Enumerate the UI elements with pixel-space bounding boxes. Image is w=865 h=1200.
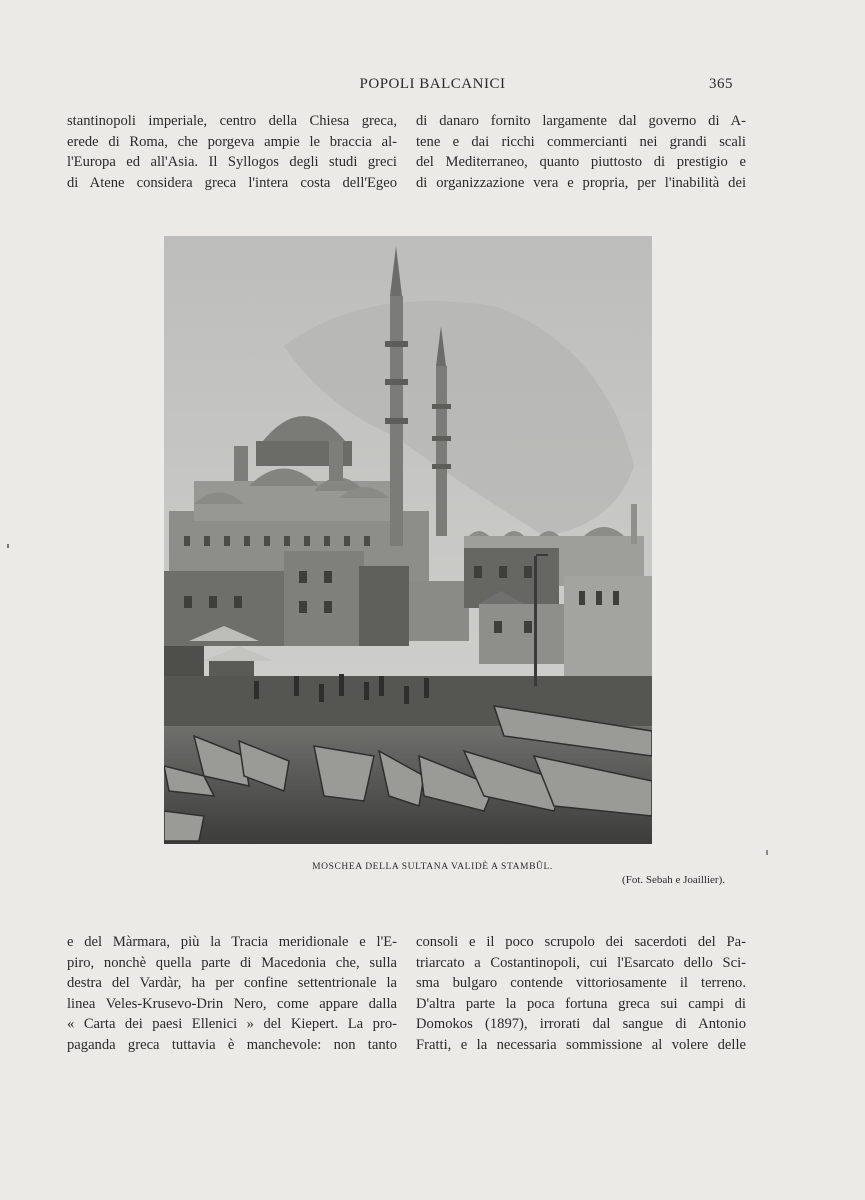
- text-line: « Carta dei paesi Ellenici » del Kiepert. La pro-: [67, 1016, 397, 1032]
- text-line: piro, nonchè quella parte di Macedonia che, sulla: [67, 954, 397, 971]
- paper-speck: [766, 850, 768, 855]
- text-line: di organizzazione vera e propria, per l'inabilità dei: [416, 174, 746, 191]
- text-line: Domokos (1897), irrorati dal sangue di Antonio: [416, 1016, 746, 1032]
- top-left-column: [67, 111, 397, 193]
- text-line: Fratti, e la necessaria sommissione al volere delle: [416, 1036, 746, 1053]
- photo-credit: (Fot. Sebah e Joaillier).: [622, 874, 725, 886]
- text-line: del Mediterraneo, quanto piuttosto di prestigio e: [416, 154, 746, 170]
- text-line: linea Veles-Krusevo-Drin Nero, come appare dalla: [67, 995, 397, 1012]
- text-line: sma bulgaro contende vittoriosamente il terreno.: [416, 975, 746, 991]
- bottom-left-column: [67, 932, 397, 1055]
- figure-caption: MOSCHEA DELLA SULTANA VALIDÈ A STAMBÛL.: [312, 862, 553, 872]
- bottom-right-column: [416, 932, 746, 1055]
- text-line: l'Europa ed all'Asia. Il Syllogos degli studi greci: [67, 154, 397, 170]
- page-number: 365: [709, 76, 733, 92]
- text-line: consoli e il poco scrupolo dei sacerdoti del Pa-: [416, 934, 746, 950]
- paper-speck: [7, 544, 9, 548]
- text-line: destra del Vardàr, ha per confine settentrionale la: [67, 975, 397, 991]
- text-line: triarcato a Costantinopoli, cui l'Esarcato dello Sci-: [416, 954, 746, 971]
- top-right-column: [416, 111, 746, 193]
- text-line: di Atene considera greca l'intera costa dell'Egeo: [67, 174, 397, 191]
- text-line: tene e dai ricchi commercianti nei grandi scali: [416, 133, 746, 150]
- text-line: di danaro fornito largamente dal governo di A-: [416, 113, 746, 129]
- text-line: D'altra parte la poca fortuna greca sui campi di: [416, 995, 746, 1012]
- text-line: e del Màrmara, più la Tracia meridionale e l'E-: [67, 934, 397, 950]
- text-line: paganda greca tuttavia è manchevole: non tanto: [67, 1036, 397, 1053]
- running-title: POPOLI BALCANICI: [359, 76, 506, 92]
- mosque-photograph: [164, 236, 652, 844]
- text-line: stantinopoli imperiale, centro della Chiesa greca,: [67, 113, 397, 129]
- text-line: erede di Roma, che porgeva ampie le braccia al-: [67, 133, 397, 150]
